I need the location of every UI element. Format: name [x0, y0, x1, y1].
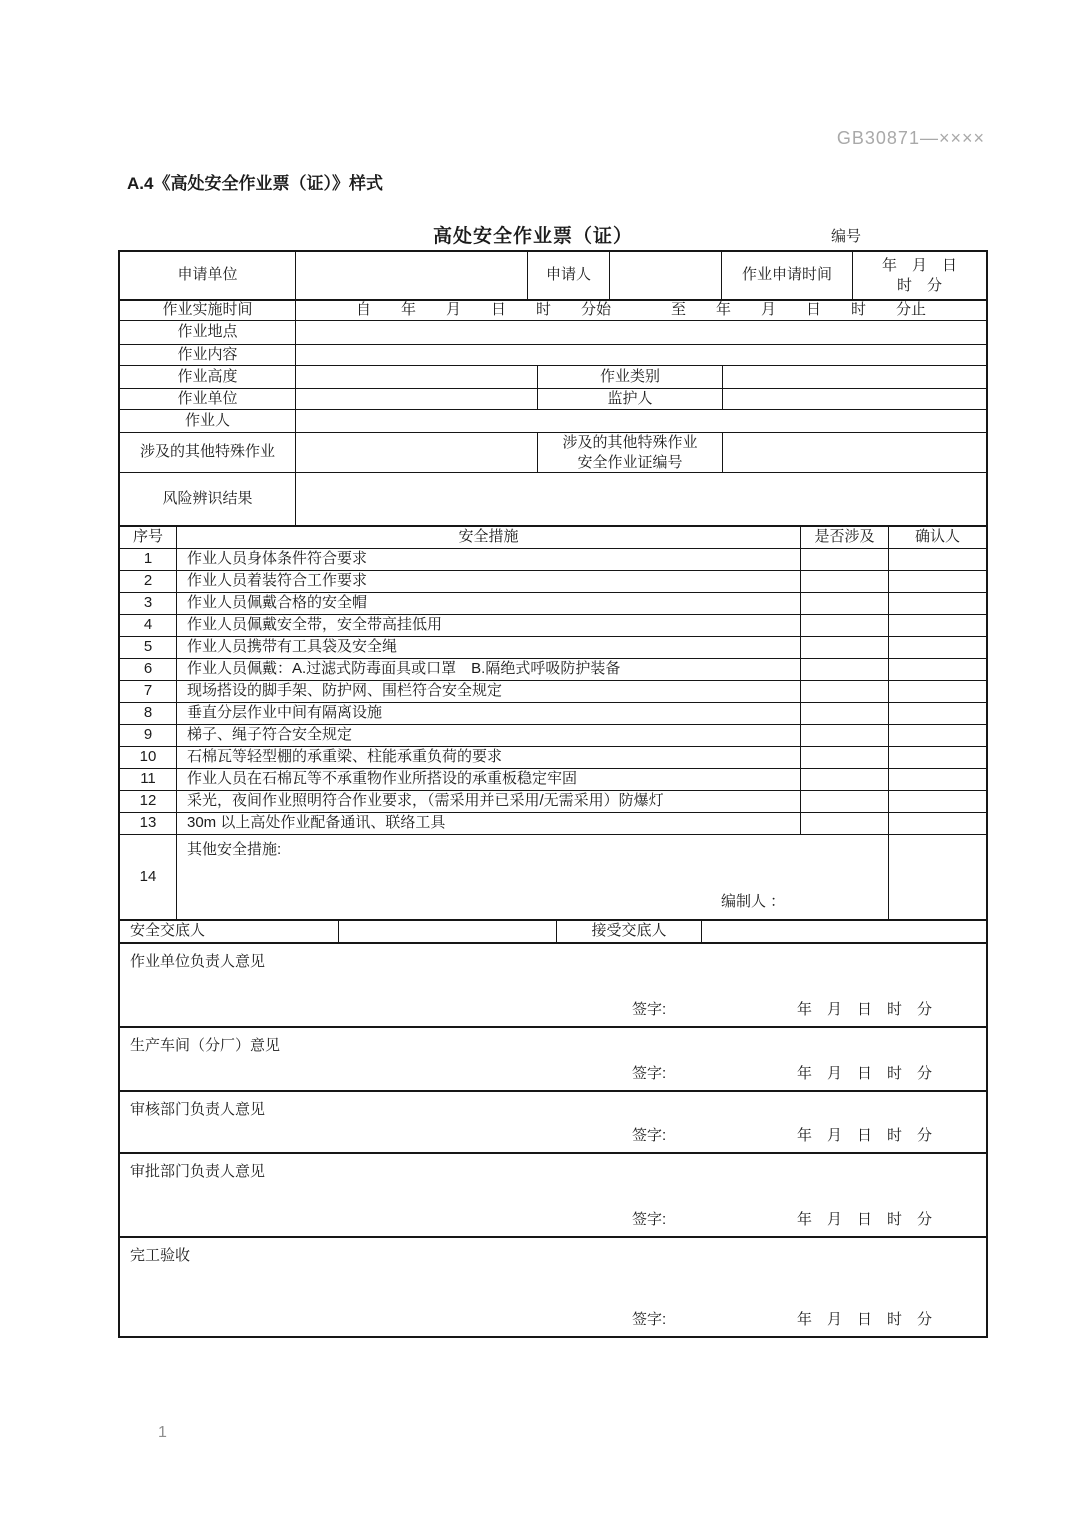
signature-label: 签字: [632, 1001, 667, 1018]
measure-row [120, 812, 986, 834]
measure-text: 作业人员佩戴：A.过滤式防毒面具或口罩 B.隔绝式呼吸防护装备 [176, 659, 800, 680]
measure-no: 2 [143, 572, 153, 590]
measure-confirmer-cell [888, 703, 986, 724]
applicant-unit-value [295, 252, 527, 299]
measure-no: 1 [143, 550, 153, 568]
location-label: 作业地点 [177, 323, 238, 341]
measures-header-row [120, 525, 986, 548]
category-value [722, 366, 986, 388]
measure-no: 12 [139, 792, 157, 810]
measure-no: 3 [143, 594, 153, 612]
applicant-unit-label: 申请单位 [177, 266, 238, 284]
row-height-category [120, 365, 986, 388]
measure-row [120, 636, 986, 658]
measure-involved-cell [800, 725, 888, 746]
apply-time-label: 作业申请时间 [721, 252, 852, 299]
opinion-section [120, 942, 986, 1026]
receiver-value [701, 921, 986, 942]
measure-text: 垂直分层作业中间有隔离设施 [176, 703, 800, 724]
signature-label: 签字: [632, 1311, 667, 1328]
measure-no: 13 [139, 814, 157, 832]
measure-row [120, 790, 986, 812]
measure-confirmer-cell [888, 835, 986, 919]
measure-text: 石棉瓦等轻型棚的承重梁、柱能承重负荷的要求 [176, 747, 800, 768]
workers-value [295, 410, 986, 432]
col-header-no: 序号 [132, 528, 163, 546]
measure-confirmer-cell [888, 681, 986, 702]
signature-date-label: 年 月 日 时 分 [797, 1001, 933, 1018]
signature-label: 签字: [632, 1065, 667, 1082]
measure-involved-cell [800, 747, 888, 768]
other-special-value [295, 433, 537, 472]
opinion-label: 生产车间（分厂）意见 [130, 1037, 281, 1054]
measure-row [120, 724, 986, 746]
measure-text: 作业人员携带有工具袋及安全绳 [176, 637, 800, 658]
measure-row [120, 702, 986, 724]
measure-row [120, 614, 986, 636]
height-value [295, 366, 537, 388]
measure-involved-cell [800, 549, 888, 570]
measure-text: 作业人员身体条件符合要求 [176, 549, 800, 570]
measure-confirmer-cell [888, 725, 986, 746]
opinion-label: 审核部门负责人意见 [130, 1101, 266, 1118]
page-number: 1 [158, 1424, 167, 1441]
col-header-involved: 是否涉及 [800, 527, 888, 548]
measure-confirmer-cell [888, 637, 986, 658]
measure-row [120, 548, 986, 570]
opinion-label: 作业单位负责人意见 [130, 953, 266, 970]
col-header-measure: 安全措施 [176, 527, 800, 548]
receiver-label: 接受交底人 [556, 921, 701, 942]
guardian-label: 监护人 [537, 389, 722, 409]
impl-time-value: 自 年 月 日 时 分始 至 年 月 日 时 分止 [295, 301, 986, 320]
category-label: 作业类别 [537, 366, 722, 388]
measure-row [120, 658, 986, 680]
measure-confirmer-cell [888, 769, 986, 790]
measure-text: 作业人员在石棉瓦等不承重物作业所搭设的承重板稳定牢固 [176, 769, 800, 790]
signature-date-label: 年 月 日 时 分 [797, 1311, 933, 1328]
measure-no: 14 [139, 867, 157, 885]
row-implementation-time [120, 299, 986, 320]
row-other-special [120, 432, 986, 472]
row-applicant [120, 252, 986, 299]
row-briefing [120, 919, 986, 942]
measure-text: 作业人员佩戴安全带，安全带高挂低用 [176, 615, 800, 636]
measure-no: 9 [143, 726, 153, 744]
measure-text: 采光，夜间作业照明符合作业要求，（需采用并已采用/无需采用）防爆灯 [176, 791, 800, 812]
opinion-cell [120, 1028, 986, 1090]
measure-text: 梯子、绳子符合安全规定 [176, 725, 800, 746]
workers-label: 作业人 [184, 411, 230, 429]
measure-involved-cell [800, 769, 888, 790]
measure-text: 30m 以上高处作业配备通讯、联络工具 [176, 813, 800, 834]
measure-no: 6 [143, 660, 153, 678]
section-heading: A.4《高处安全作业票（证）》样式 [127, 174, 383, 193]
opinion-section [120, 1090, 986, 1152]
standard-code: GB30871—×××× [836, 128, 985, 148]
work-unit-label: 作业单位 [177, 389, 238, 407]
measure-confirmer-cell [888, 791, 986, 812]
opinion-cell [120, 1154, 986, 1236]
cert-label-line1: 涉及的其他特殊作业 [562, 433, 698, 451]
measure-confirmer-cell [888, 747, 986, 768]
apply-time-value [852, 252, 986, 299]
opinion-cell [120, 1092, 986, 1152]
measure-text: 作业人员佩戴合格的安全帽 [176, 593, 800, 614]
apply-date-line2: 时 分 [896, 276, 942, 294]
applicant-value [609, 252, 721, 299]
measure-involved-cell [800, 571, 888, 592]
measure-involved-cell [800, 681, 888, 702]
measure-involved-cell [800, 637, 888, 658]
measure-text: 作业人员着装符合工作要求 [176, 571, 800, 592]
opinion-section [120, 1236, 986, 1336]
height-label: 作业高度 [177, 367, 238, 385]
applicant-label: 申请人 [527, 252, 609, 299]
measure-row [120, 570, 986, 592]
opinion-cell [120, 944, 986, 1026]
serial-number-label: 编号 [831, 228, 862, 245]
other-special-label: 涉及的其他特殊作业 [139, 443, 275, 461]
measure-involved-cell [800, 615, 888, 636]
row-content [120, 344, 986, 365]
risk-label: 风险辨识结果 [162, 489, 253, 507]
row-workers [120, 409, 986, 432]
signature-date-label: 年 月 日 时 分 [797, 1127, 933, 1144]
measure-no: 8 [143, 704, 153, 722]
measure-row [120, 680, 986, 702]
measure-row [120, 768, 986, 790]
row-location [120, 320, 986, 344]
measure-no: 7 [143, 682, 153, 700]
measure-row [120, 592, 986, 614]
measure-no: 4 [143, 616, 153, 634]
col-header-confirmer: 确认人 [888, 527, 986, 548]
measure-involved-cell [800, 813, 888, 834]
row-other-measures [120, 834, 986, 919]
measure-no: 5 [143, 638, 153, 656]
risk-value [295, 473, 986, 525]
other-special-cert-value [722, 433, 986, 472]
measure-text: 现场搭设的脚手架、防护网、围栏符合安全规定 [176, 681, 800, 702]
content-label: 作业内容 [177, 345, 238, 363]
cert-label-line2: 安全作业证编号 [577, 453, 683, 471]
measure-involved-cell [800, 703, 888, 724]
location-value [295, 321, 986, 344]
apply-date-line1: 年 月 日 [881, 256, 957, 274]
measure-confirmer-cell [888, 593, 986, 614]
row-unit-guardian [120, 388, 986, 409]
opinion-label: 审批部门负责人意见 [130, 1163, 266, 1180]
signature-date-label: 年 月 日 时 分 [797, 1211, 933, 1228]
measure-confirmer-cell [888, 615, 986, 636]
measure-confirmer-cell [888, 659, 986, 680]
measure-involved-cell [800, 791, 888, 812]
opinion-section [120, 1152, 986, 1236]
measure-confirmer-cell [888, 549, 986, 570]
impl-time-label: 作业实施时间 [162, 301, 253, 319]
other-special-cert-label [537, 433, 722, 472]
opinion-cell [120, 1238, 986, 1336]
opinion-label: 完工验收 [130, 1247, 191, 1264]
form-title: 高处安全作业票（证） [432, 226, 633, 247]
content-value [295, 345, 986, 365]
briefer-label: 安全交底人 [130, 922, 206, 940]
other-measures-cell: 其他安全措施: [176, 835, 888, 919]
measure-row [120, 746, 986, 768]
signature-label: 签字: [632, 1127, 667, 1144]
permit-form-table [118, 250, 988, 1338]
signature-label: 签字: [632, 1211, 667, 1228]
preparer-label: 编制人 ： [721, 893, 786, 910]
briefer-value [338, 921, 556, 942]
measure-confirmer-cell [888, 813, 986, 834]
measure-no: 10 [139, 748, 157, 766]
work-unit-value [295, 389, 537, 409]
row-risk [120, 472, 986, 525]
opinion-section [120, 1026, 986, 1090]
guardian-value [722, 389, 986, 409]
signature-date-label: 年 月 日 时 分 [797, 1065, 933, 1082]
measure-involved-cell [800, 659, 888, 680]
measure-confirmer-cell [888, 571, 986, 592]
measure-no: 11 [140, 770, 156, 788]
measure-involved-cell [800, 593, 888, 614]
